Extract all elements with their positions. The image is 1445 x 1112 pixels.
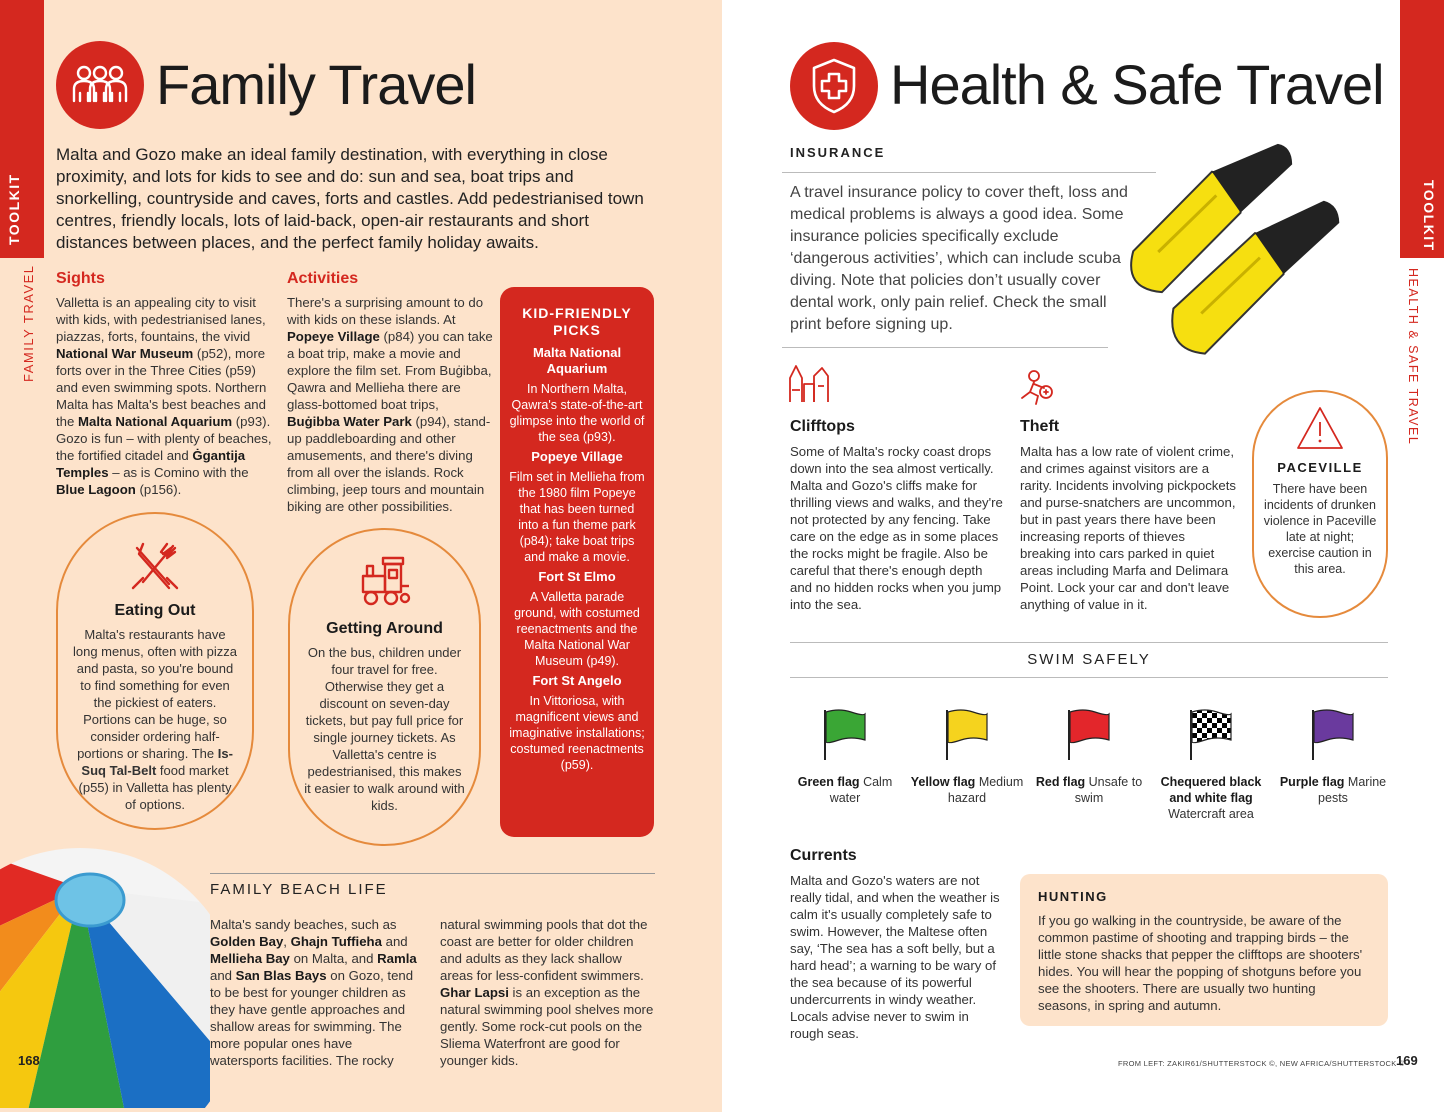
beach-life-col2: natural swimming pools that dot the coast are better for older children and adults as they lack shallow areas for less-confident swimmers. Ghar Lapsi is an exception as the natural swimming pool shelves more gently. Some rock-cut pools on the Sliema Waterfront are good for younger kids. [440, 917, 654, 1068]
currents-heading: Currents [790, 847, 857, 864]
kid-picks-heading: KID-FRIENDLY PICKS [522, 305, 632, 338]
red-flag-icon [1065, 708, 1113, 762]
kid-friendly-picks-box [500, 287, 654, 837]
currents-text: Malta and Gozo's waters are not really tidal, and when the weather is calm it's usually completely safe to swim. However, the Maltese often say, ‘The sea has a soft belly, but a hard head’; a warning to be wary of the sea because of its powerful undercurrents in windy weather. Locals advise never to swim in rough seas. [790, 873, 1000, 1041]
flag-item [1150, 708, 1272, 822]
snorkel-fins-image [1100, 126, 1400, 396]
flag-description: Calm water [829, 775, 893, 805]
flag-description: Unsafe to swim [1074, 775, 1143, 805]
flag-item [1272, 708, 1394, 806]
paceville-panel [1252, 390, 1388, 618]
sights-text: Valletta is an appealing city to visit with kids, with pedestrianised lanes, piazzas, forts, fountains, the vivid National War Museum (p52), more forts over in the Three Cities (p59) and even swimming spots. Northern Malta has Malta's best beaches and the Malta National Aquarium (p93). Gozo is fun – with plenty of beaches, the fortified citadel and Ġgantija Temples – as is Comino with the Blue Lagoon (p156). [56, 295, 272, 497]
clifftops-text: Some of Malta's rocky coast drops down into the sea almost vertically. Malta and Gozo's cliffs make for thrilling views and walks, and they're not protected by any fencing. Take care on the edge as in some places the rocks might be fragile. Also be careful that there's enough depth and no hidden rocks when you jump into the sea. [790, 444, 1003, 612]
toolkit-label: TOOLKIT [6, 173, 22, 245]
activities-text: There's a surprising amount to do with kids on these islands. At Popeye Village (p84) you can take a boat trip, make a movie and explore the film set. From Buġibba, Qawra and Mellieha there are glass-bottomed boat trips, Buġibba Water Park (p94), stand-up paddleboarding and other amusements, and there's diving from all over the islands. Rock climbing, jeep tours and mountain biking are other possibilities. [287, 295, 493, 514]
beach-life-heading: FAMILY BEACH LIFE [210, 881, 388, 898]
divider [790, 677, 1388, 678]
thief-icon [1018, 368, 1058, 408]
flag-name: Chequered black and white flag [1160, 775, 1262, 805]
flag-label [1028, 774, 1150, 806]
cliff-icon [788, 364, 832, 404]
beach-life-col1: Malta's sandy beaches, such as Golden Bay, Ghajn Tuffieha and Mellieha Bay on Malta, and Ramla and San Blas Bays on Gozo, tend to be best for younger children as they have gentle approaches and shallow areas for swimming. The more popular ones have watersports facilities. The rocky [210, 917, 417, 1068]
page-number: 168 [18, 1053, 40, 1068]
divider [210, 873, 655, 874]
kid-pick-title: Popeye Village [531, 449, 623, 464]
chequered-flag-icon [1187, 708, 1235, 762]
photo-credit: FROM LEFT: ZAKIR61/SHUTTERSTOCK ©, NEW AFRICA/SHUTTERSTOCK © [1118, 1059, 1405, 1068]
green-flag-icon [821, 708, 869, 762]
flag-name: Yellow flag [910, 775, 976, 789]
flag-name: Red flag [1035, 775, 1086, 789]
hunting-box [1020, 874, 1388, 1026]
flag-name: Purple flag [1279, 775, 1345, 789]
family-icon [56, 41, 144, 129]
purple-flag-icon [1309, 708, 1357, 762]
yellow-flag-icon [943, 708, 991, 762]
eating-out-heading: Eating Out [114, 602, 196, 619]
flag-label [784, 774, 906, 806]
hunting-text: If you go walking in the countryside, be aware of the common pastime of shooting and trapping birds – the little stone shacks that pepper the clifftops are shooters' hides. You will hear the popping of shotguns before you see the shooters. There are usually two hunting seasons, in spring and autumn. [1038, 913, 1363, 1013]
clifftops-heading: Clifftops [790, 418, 855, 435]
page-title: Health & Safe Travel [890, 53, 1384, 116]
kid-pick-title: Fort St Elmo [538, 569, 616, 584]
eating-out-panel [56, 512, 254, 830]
flag-item [1028, 708, 1150, 806]
kid-pick-title: Fort St Angelo [532, 673, 622, 688]
page-number: 169 [1396, 1053, 1418, 1068]
medical-shield-icon [790, 42, 878, 130]
hunting-heading: HUNTING [1038, 889, 1108, 904]
section-side-label: HEALTH & SAFE TRAVEL [1406, 268, 1420, 446]
kid-pick-text: In Northern Malta, Qawra's state-of-the-art glimpse into the world of the sea (p93). [509, 382, 645, 444]
theft-text: Malta has a low rate of violent crime, and crimes against visitors are a rarity. Incidents involving pickpockets and purse-snatchers are uncommon, but in past years there have been increasing reports of thieves breaking into cars parked in quiet areas including Marfa and Delimara Point. Lock your car and don't leave anything of value in it. [1020, 444, 1236, 612]
divider [790, 642, 1388, 643]
flag-description: Watercraft area [1168, 807, 1254, 821]
getting-around-text: On the bus, children under four travel for free. Otherwise they get a discount on seven-day tickets, but pay full price for single journey tickets. As Valletta's centre is pedestrianised, this makes it easier to walk around with kids. [304, 645, 465, 813]
flag-description: Medium hazard [947, 775, 1024, 805]
swim-safely-heading: SWIM SAFELY [1027, 651, 1151, 668]
flag-label [906, 774, 1028, 806]
getting-around-panel [288, 528, 481, 846]
toy-train-icon [304, 550, 465, 612]
flag-description: Marine pests [1318, 775, 1387, 805]
theft-heading: Theft [1020, 418, 1060, 435]
flag-label [1272, 774, 1394, 806]
getting-around-heading: Getting Around [326, 620, 443, 637]
flag-label [1150, 774, 1272, 822]
insurance-text: A travel insurance policy to cover theft, loss and medical problems is always a good idea. Some insurance policies specifically exclude ‘dangerous activities’, which can include scuba diving. Note that policies don’t usually cover dental work, only pain relief. Check the small print before signing up. [790, 184, 1128, 333]
insurance-heading: INSURANCE [790, 145, 886, 160]
kid-pick-text: In Vittoriosa, with magnificent views and imaginative installations; costumed reenactments (p59). [509, 694, 645, 772]
paceville-heading: PACEVILLE [1277, 460, 1363, 475]
kid-pick-text: A Valletta parade ground, with costumed reenactments and the Malta National War Museum (p49). [514, 590, 640, 668]
cutlery-icon [72, 536, 238, 596]
intro-paragraph: Malta and Gozo make an ideal family destination, with everything in close proximity, and lots for kids to see and do: sun and sea, boat trips and snorkelling, countryside and caves, forts and castles. Add pedestrianised town centres, friendly locals, lots of laid-back, open-air restaurants and short distances between places, and the perfect family holiday awaits. [56, 145, 644, 252]
section-side-label: FAMILY TRAVEL [21, 264, 36, 382]
divider [782, 347, 1108, 348]
page-title: Family Travel [156, 53, 476, 116]
kid-pick-title: Malta National Aquarium [532, 345, 622, 376]
flag-item [906, 708, 1028, 806]
activities-heading: Activities [287, 270, 359, 287]
right-page [722, 0, 1445, 1112]
flag-name: Green flag [797, 775, 860, 789]
eating-out-text: Malta's restaurants have long menus, often with pizza and pasta, so you're bound to find something for even the pickiest of eaters. Portions can be huge, so consider ordering half-portions or sharing. The Is-Suq Tal-Belt food market (p55) in Valletta has plenty of options. [72, 627, 238, 812]
toolkit-label: TOOLKIT [1421, 180, 1437, 252]
paceville-text: There have been incidents of drunken violence in Paceville late at night; exercise caution in this area. [1263, 482, 1377, 576]
flag-item [784, 708, 906, 806]
sights-heading: Sights [56, 270, 105, 287]
warning-icon [1262, 404, 1378, 452]
left-page [0, 0, 722, 1112]
kid-pick-text: Film set in Mellieha from the 1980 film Popeye that has been turned into a fun theme park (p84); take boat trips and make a movie. [509, 470, 645, 564]
